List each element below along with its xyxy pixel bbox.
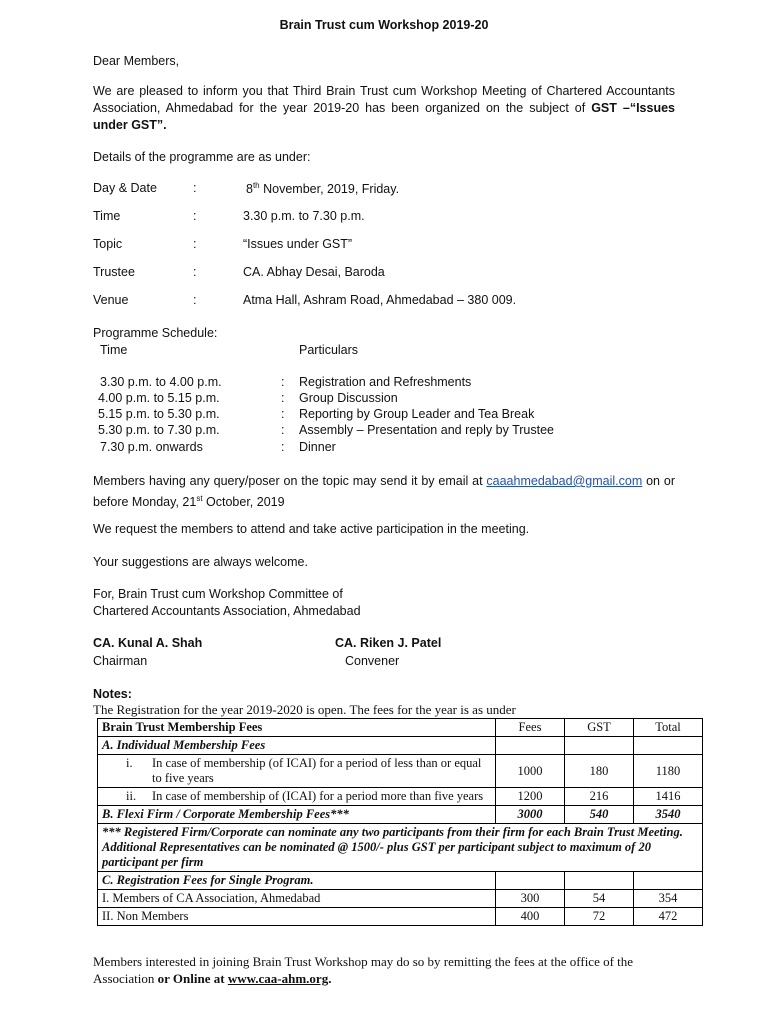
- signatory-role-chairman: Chairman: [93, 654, 148, 668]
- table-row: [98, 890, 703, 908]
- table-cell-description: [98, 788, 496, 806]
- schedule-time: 4.00 p.m. to 5.15 p.m.: [98, 391, 220, 405]
- table-cell-gst: 54: [565, 890, 634, 908]
- table-cell-gst: 216: [565, 788, 634, 806]
- signatory-name-chairman: CA. Kunal A. Shah: [93, 636, 203, 650]
- detail-label: Topic: [93, 237, 123, 251]
- row-text: In case of membership (of ICAI) for a period of less than or equal to five years: [152, 756, 482, 785]
- email-link[interactable]: caaahmedabad@gmail.com: [486, 474, 643, 488]
- suggestions-text: Your suggestions are always welcome.: [93, 555, 308, 569]
- website-link[interactable]: www.caa-ahm.org: [227, 971, 329, 986]
- salutation: Dear Members,: [93, 54, 180, 68]
- detail-value: “Issues under GST”: [243, 237, 353, 251]
- detail-value: CA. Abhay Desai, Baroda: [243, 265, 385, 279]
- footer-text: Members interested in joining Brain Trust Workshop may do so by remitting the fees at the office of the Association: [93, 954, 634, 986]
- intro-paragraph: [93, 83, 675, 134]
- footer-paragraph: [93, 953, 683, 987]
- intro-text: We are pleased to inform you that Third Brain Trust cum Workshop Meeting of Chartered Accountants Association, Ahmedabad for the year 2019-20 has been organized on the subject of: [93, 84, 675, 115]
- table-row: [98, 788, 703, 806]
- section-b-note: *** Registered Firm/Corporate can nominate any two participants from their firm for each Brain Trust Meeting. Additional Representatives can be nominated @ 1500/- plus GST per participant subject to maximum of 20 participant per firm: [98, 824, 703, 872]
- intro-subject: GST –“Issues under GST”.: [93, 101, 675, 132]
- schedule-col-time: Time: [100, 343, 128, 357]
- detail-value: Atma Hall, Ashram Road, Ahmedabad – 380 009.: [243, 293, 517, 307]
- detail-row-date: [0, 181, 768, 199]
- schedule-particular: Dinner: [299, 440, 336, 454]
- schedule-row: [0, 440, 768, 456]
- section-a-label: A. Individual Membership Fees: [98, 737, 496, 755]
- table-cell-total: 1416: [634, 788, 703, 806]
- table-header-title: Brain Trust Membership Fees: [98, 719, 496, 737]
- sublist: [102, 789, 491, 804]
- table-header-fees: Fees: [496, 719, 565, 737]
- table-section-c: [98, 872, 703, 890]
- sublist-item: [102, 756, 491, 786]
- sublist: [102, 756, 491, 786]
- schedule-colon: :: [281, 423, 285, 437]
- table-cell-fees: 400: [496, 908, 565, 926]
- schedule-particular: Reporting by Group Leader and Tea Break: [299, 407, 535, 421]
- schedule-time: 7.30 p.m. onwards: [100, 440, 203, 454]
- table-row: [98, 908, 703, 926]
- table-cell-fees: 1000: [496, 755, 565, 788]
- detail-colon: :: [193, 237, 197, 251]
- detail-colon: :: [193, 293, 197, 307]
- schedule-heading: Programme Schedule:: [93, 326, 218, 340]
- table-cell-fees: 1200: [496, 788, 565, 806]
- sublist-item: [102, 789, 491, 804]
- table-header-total: Total: [634, 719, 703, 737]
- query-sup: st: [196, 494, 203, 503]
- query-text: Members having any query/poser on the topic may send it by email at: [93, 474, 487, 488]
- schedule-row: [0, 391, 768, 407]
- empty-cell: [496, 872, 565, 890]
- detail-label: Venue: [93, 293, 129, 307]
- schedule-time: 5.15 p.m. to 5.30 p.m.: [98, 407, 220, 421]
- schedule-time: 5.30 p.m. to 7.30 p.m.: [98, 423, 220, 437]
- detail-value: 3.30 p.m. to 7.30 p.m.: [243, 209, 365, 223]
- section-b-gst: 540: [565, 806, 634, 824]
- detail-row-time: [0, 209, 768, 227]
- request-text: We request the members to attend and take active participation in the meeting.: [93, 522, 530, 536]
- schedule-col-particulars: Particulars: [299, 343, 359, 357]
- detail-row-trustee: [0, 265, 768, 283]
- table-row: [98, 755, 703, 788]
- table-cell-gst: 72: [565, 908, 634, 926]
- empty-cell: [565, 737, 634, 755]
- schedule-row: [0, 423, 768, 439]
- empty-cell: [565, 872, 634, 890]
- detail-value: 8th November, 2019, Friday.: [246, 181, 400, 197]
- notes-intro: The Registration for the year 2019-2020 is open. The fees for the year is as under: [93, 702, 516, 717]
- table-cell-gst: 180: [565, 755, 634, 788]
- table-header-row: [98, 719, 703, 737]
- details-heading: Details of the programme are as under:: [93, 150, 311, 164]
- committee-line-2: Chartered Accountants Association, Ahmedabad: [93, 604, 361, 618]
- detail-row-venue: [0, 293, 768, 311]
- table-header-gst: GST: [565, 719, 634, 737]
- roman-numeral: i.: [126, 756, 133, 770]
- schedule-time: 3.30 p.m. to 4.00 p.m.: [100, 375, 222, 389]
- detail-colon: :: [193, 181, 197, 195]
- table-cell-fees: 300: [496, 890, 565, 908]
- schedule-colon: :: [281, 391, 285, 405]
- schedule-colon: :: [281, 375, 285, 389]
- signatory-role-convener: Convener: [345, 654, 400, 668]
- signatory-name-convener: CA. Riken J. Patel: [335, 636, 442, 650]
- table-cell-description: I. Members of CA Association, Ahmedabad: [98, 890, 496, 908]
- schedule-row: [0, 407, 768, 423]
- query-text-3: October, 2019: [202, 495, 285, 510]
- footer-online: or Online at: [157, 971, 225, 986]
- query-text-2: on or before Monday, 21: [93, 474, 675, 510]
- schedule-particular: Assembly – Presentation and reply by Trustee: [299, 423, 554, 437]
- section-c-label: C. Registration Fees for Single Program.: [98, 872, 496, 890]
- table-section-a: [98, 737, 703, 755]
- section-b-fees: 3000: [496, 806, 565, 824]
- schedule-colon: :: [281, 440, 285, 454]
- detail-colon: :: [193, 265, 197, 279]
- table-cell-description: II. Non Members: [98, 908, 496, 926]
- table-b-note-row: [98, 824, 703, 872]
- empty-cell: [634, 872, 703, 890]
- footer-end: .: [328, 971, 332, 986]
- table-cell-total: 1180: [634, 755, 703, 788]
- fees-table: [97, 718, 703, 926]
- detail-label: Time: [93, 209, 121, 223]
- schedule-colon: :: [281, 407, 285, 421]
- section-b-label: B. Flexi Firm / Corporate Membership Fees***: [98, 806, 496, 824]
- roman-numeral: ii.: [126, 789, 137, 803]
- committee-line-1: For, Brain Trust cum Workshop Committee of: [93, 587, 343, 601]
- detail-colon: :: [193, 209, 197, 223]
- detail-row-topic: [0, 237, 768, 255]
- section-b-total: 3540: [634, 806, 703, 824]
- document-title: Brain Trust cum Workshop 2019-20: [279, 18, 489, 32]
- table-cell-description: [98, 755, 496, 788]
- table-cell-total: 472: [634, 908, 703, 926]
- schedule-particular: Group Discussion: [299, 391, 398, 405]
- schedule-row: [0, 375, 768, 391]
- schedule-particular: Registration and Refreshments: [299, 375, 472, 389]
- row-text: In case of membership of (ICAI) for a period more than five years: [152, 789, 484, 803]
- query-paragraph: [93, 473, 675, 511]
- table-cell-total: 354: [634, 890, 703, 908]
- detail-label: Day & Date: [93, 181, 157, 195]
- detail-label: Trustee: [93, 265, 135, 279]
- empty-cell: [496, 737, 565, 755]
- table-section-b: [98, 806, 703, 824]
- notes-heading: Notes:: [93, 687, 132, 701]
- empty-cell: [634, 737, 703, 755]
